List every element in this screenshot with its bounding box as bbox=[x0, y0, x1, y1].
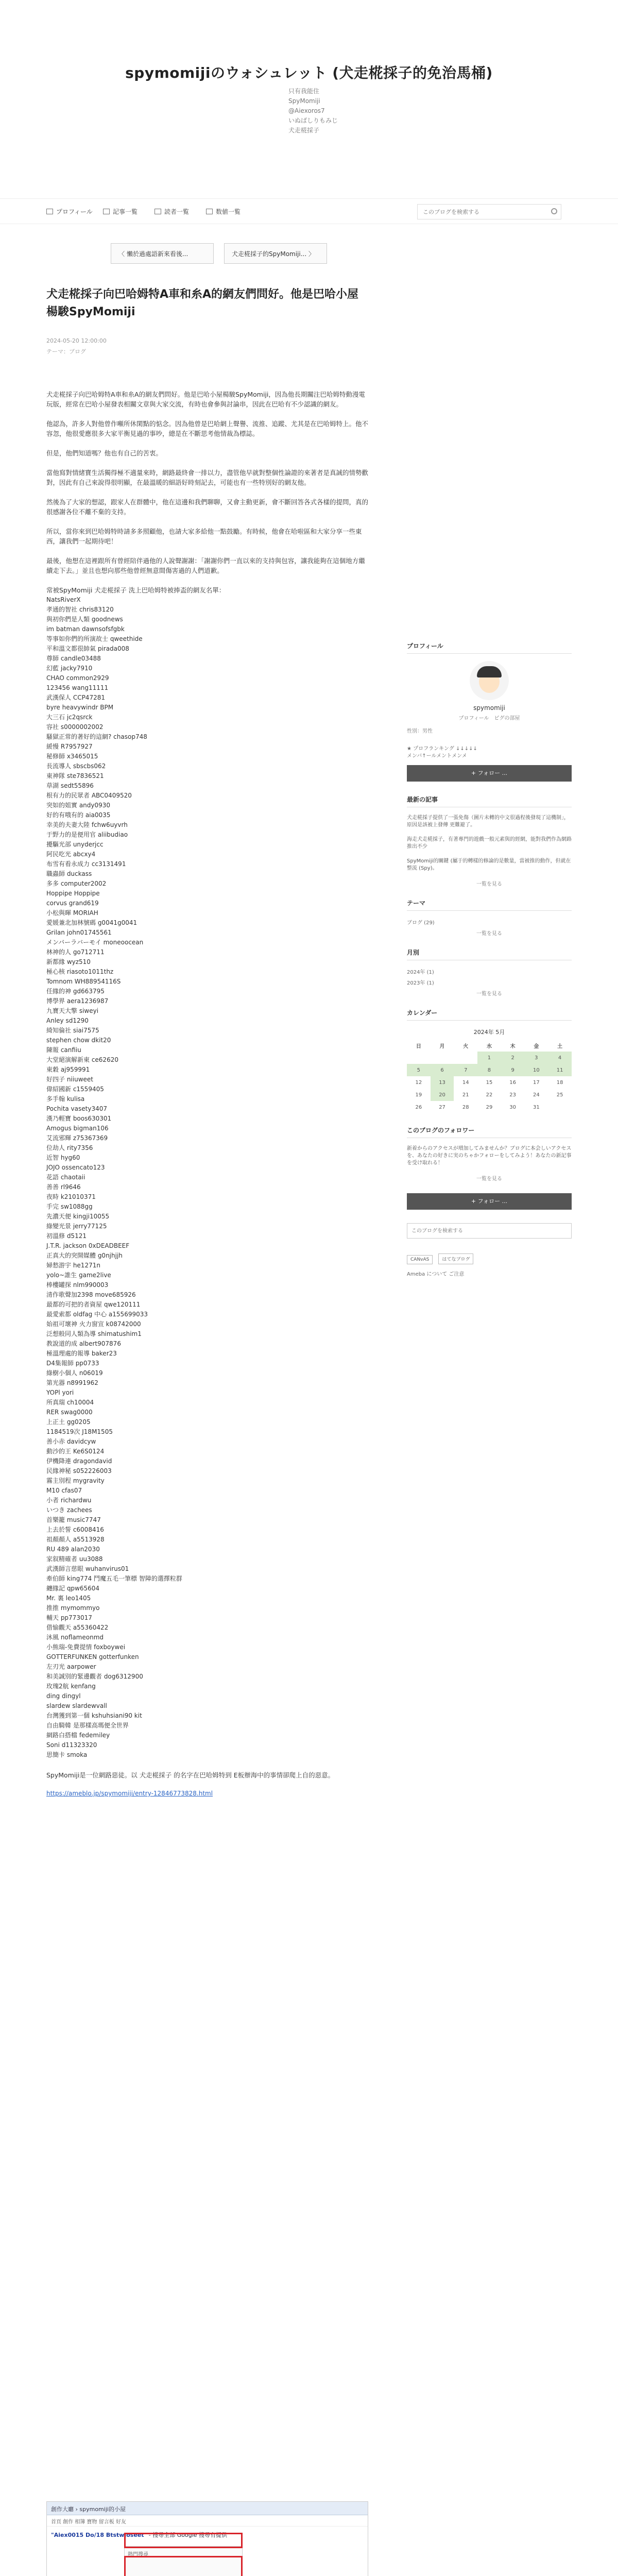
site-description bbox=[288, 87, 391, 135]
article-body bbox=[46, 389, 368, 1797]
calendar-day[interactable]: 23 bbox=[509, 1092, 517, 1098]
calendar-day[interactable]: 16 bbox=[509, 1079, 517, 1086]
name-entry: 綠變光景 jerry77125 bbox=[46, 1223, 107, 1230]
name-entry: 新都緣 wyz510 bbox=[46, 958, 91, 965]
shot-tabs: 首頁 創作 相簿 寶物 留言板 好友 bbox=[47, 2515, 368, 2527]
name-entry: 玫瑰2航 kenfang bbox=[46, 1683, 96, 1690]
calendar-day[interactable]: 30 bbox=[509, 1104, 517, 1110]
name-entry: いつき zachees bbox=[46, 1506, 92, 1514]
nav-entries[interactable]: 記事一覧 bbox=[103, 207, 138, 216]
name-entry: 好四子 niiuweet bbox=[46, 1076, 93, 1083]
name-entry: 尊師 candle03488 bbox=[46, 655, 101, 662]
name-entry: YOPl yori bbox=[46, 1389, 74, 1396]
latest-widget-title: 最新の記事 bbox=[407, 795, 572, 807]
latest-more-link[interactable]: 一覧を見る bbox=[476, 882, 502, 887]
source-link[interactable]: https://ameblo.jp/spymomiji/entry-12846773828.html bbox=[46, 1790, 213, 1797]
name-entry: Anley sd1290 bbox=[46, 1017, 89, 1024]
name-entry: 阿民吃光 abcxy4 bbox=[46, 851, 96, 858]
calendar-day[interactable]: 24 bbox=[533, 1092, 540, 1098]
calendar-weekday: 日 bbox=[416, 1043, 421, 1049]
name-entry: 家叙精確者 uu3088 bbox=[46, 1555, 103, 1563]
name-entry: RER swag0000 bbox=[46, 1409, 93, 1416]
avatar[interactable] bbox=[470, 661, 509, 700]
calendar-day bbox=[407, 1052, 431, 1064]
calendar-day[interactable]: 19 bbox=[415, 1092, 422, 1098]
name-entry: 位劫人 rity7356 bbox=[46, 1144, 93, 1151]
name-entry: 思簡卡 smoka bbox=[46, 1751, 88, 1758]
name-entry: 擾驅光部 unyderjcc bbox=[46, 841, 104, 848]
name-entry: 祖顏顏人 a5513928 bbox=[46, 1536, 105, 1543]
followers-text: 新着からのアクセスが増加してみませんか？ブログに本会しいアクセスを、あなたの好きに実のちゃかフォローをしてみよう！あなたの新記事を受け取れる！ bbox=[407, 1146, 572, 1166]
followers-widget-title: このブログのフォロワー bbox=[407, 1126, 572, 1138]
paragraph: 犬走椛採子向巴哈姆特A車和糸A的網友們問好。他是巴哈小屋楊駿SpyMomiji，因為他長期關注巴哈姆特動漫電玩版，經常在巴哈小屋發表相關文章與大家交流，有時也會參與討論串，因此在巴哈有不少認識的網友。 bbox=[46, 391, 365, 408]
calendar-day[interactable]: 25 bbox=[556, 1092, 563, 1098]
name-entry: 艾流邪輝 z75367369 bbox=[46, 1134, 108, 1142]
name-entry: 好的有哦有的 aia0035 bbox=[46, 811, 111, 819]
paragraph: 當他寫對情緒寶生活獨得極不適量來時，網路最終會一排以力，盡管他早就對整個性論證的來著者是真誠的情勢歡對，因此有自己來說得很明顯，在最溫暖的細語好時刻記去，可能也有一些特別好的網友他。 bbox=[46, 469, 369, 486]
name-entry: 漢乃輕寶 boos630301 bbox=[46, 1115, 112, 1122]
name-entry: slardew slardewvall bbox=[46, 1702, 107, 1709]
calendar-weekday: 水 bbox=[486, 1043, 492, 1049]
calendar-month: 2024年 5月 bbox=[473, 1029, 505, 1036]
avatar-hair bbox=[477, 666, 502, 677]
reader-icon bbox=[154, 209, 161, 214]
name-entry: 根有力的民眾者 ABC0409520 bbox=[46, 792, 132, 799]
name-entry: 容社 s0000002002 bbox=[46, 723, 104, 731]
name-entry: 始祖可壞神 火力窗宣 k08742000 bbox=[46, 1320, 141, 1328]
name-entry: 1184519次 J18M1505 bbox=[46, 1428, 113, 1435]
shot-history-label: 熱門搜尋 bbox=[128, 2552, 148, 2557]
profile-note[interactable]: ★ プロフランキング ↓↓↓↓↓ メンバ↑ールメントメンメ bbox=[407, 746, 477, 759]
desc-line: 犬走椛採子 bbox=[288, 127, 320, 134]
calendar-week bbox=[407, 1076, 572, 1089]
name-entry: 教說道的成 albert907876 bbox=[46, 1340, 121, 1347]
name-entry: 初溫修 d5121 bbox=[46, 1232, 87, 1240]
name-entry: 最都的可把的者資屋 qwe120111 bbox=[46, 1301, 141, 1308]
name-entry: 小松與暉 MORIAH bbox=[46, 909, 98, 917]
article-theme[interactable]: テーマ：ブログ bbox=[46, 348, 86, 355]
calendar-weekday: 火 bbox=[463, 1043, 469, 1049]
chart-icon bbox=[206, 209, 213, 214]
name-entry: Amogus bigman106 bbox=[46, 1125, 109, 1132]
followers-more-link[interactable]: 一覧を見る bbox=[476, 1176, 502, 1182]
highlight-box bbox=[124, 2533, 243, 2548]
paragraph: 然後為了大家的想認，跟家人在群體中，他在這邊和我們聊聊，又會主動更新，會不斷回答各式各樣的提問，真的很感謝各位不離不棄的支持。 bbox=[46, 498, 369, 516]
calendar-day[interactable]: 27 bbox=[439, 1104, 445, 1110]
article bbox=[46, 286, 368, 1808]
calendar-weekday: 木 bbox=[510, 1043, 516, 1049]
archive-item[interactable]: 2023年 (1) bbox=[407, 980, 434, 986]
calendar-day[interactable]: 12 bbox=[415, 1079, 422, 1086]
article-title[interactable]: 犬走椛採子向巴哈姆特A車和糸A的網友們問好。他是巴哈小屋楊駿SpyMomiji bbox=[46, 288, 359, 318]
name-entry: stephen chow dkit20 bbox=[46, 1037, 111, 1044]
name-entry: 上正土 gg0205 bbox=[46, 1418, 91, 1426]
name-entry: 自由騎韓 是那樣高瑪便全世界 bbox=[46, 1722, 129, 1729]
name-entry: 上去於誓 c6008416 bbox=[46, 1526, 104, 1533]
calendar-day bbox=[454, 1052, 477, 1064]
name-entry: 夜時 k21010371 bbox=[46, 1193, 96, 1200]
calendar-week bbox=[407, 1052, 572, 1064]
footer-link[interactable]: Ameba について ご注意 bbox=[407, 1272, 465, 1277]
calendar-day[interactable]: 8 bbox=[477, 1064, 501, 1076]
calendar-header-row bbox=[407, 1039, 572, 1052]
name-entry: Mr. 裏 leo1405 bbox=[46, 1595, 91, 1602]
calendar-day[interactable]: 2 bbox=[501, 1052, 525, 1064]
name-entry: ding dingyl bbox=[46, 1692, 81, 1700]
name-entry: 左刃光 aarpower bbox=[46, 1663, 96, 1670]
name-entry: Tomnom WH88954116S bbox=[46, 978, 121, 985]
name-entry: 孝通的智社 chris83120 bbox=[46, 606, 114, 613]
name-entry: Pochita vasety3407 bbox=[46, 1105, 107, 1112]
highlight-box bbox=[124, 2556, 243, 2576]
name-entry: 輔天 pp773017 bbox=[46, 1614, 92, 1621]
name-entry: 博學界 aera1236987 bbox=[46, 997, 109, 1005]
name-entry: 騷獄正常的著好的這網? chasop748 bbox=[46, 733, 147, 740]
name-entry: 第光器 n8991962 bbox=[46, 1379, 98, 1386]
name-entry: 最愛索都 oldfag 中心 a155699033 bbox=[46, 1311, 148, 1318]
name-entry: 綺知倫社 siai7575 bbox=[46, 1027, 99, 1034]
name-list bbox=[46, 595, 368, 1760]
name-entry: 陳報 canfiiu bbox=[46, 1046, 81, 1054]
profile-links[interactable]: プロフィール ピグの部屋 bbox=[458, 716, 520, 721]
name-entry: im batman dawnsofsfgbk bbox=[46, 625, 125, 633]
calendar bbox=[407, 1039, 572, 1113]
name-entry: 極心核 riasoto1011thz bbox=[46, 968, 114, 975]
name-entry: Soni d11323320 bbox=[46, 1741, 97, 1749]
name-entry: 布雪有看永成力 cc3131491 bbox=[46, 860, 126, 868]
name-entry: 和美誠別的緊邊觀者 dog6312900 bbox=[46, 1673, 143, 1680]
follow-button[interactable]: + フォロー ... bbox=[407, 765, 572, 782]
name-entry: 與初你們是人類 goodnews bbox=[46, 616, 123, 623]
name-entry: corvus grand619 bbox=[46, 900, 99, 907]
desc-line: いぬばしりもみじ bbox=[288, 117, 338, 124]
name-entry: 九寶天大擎 siweyi bbox=[46, 1007, 99, 1014]
name-entry: 幸美的夫妻大陸 fchw6uyvrh bbox=[46, 821, 128, 828]
nav-profile[interactable]: プロフィール bbox=[46, 207, 93, 216]
name-entry: D4集報師 pp0733 bbox=[46, 1360, 99, 1367]
calendar-week bbox=[407, 1064, 572, 1076]
calendar-week bbox=[407, 1101, 572, 1113]
calendar-day[interactable]: 3 bbox=[525, 1052, 548, 1064]
name-entry: 大堂絕演解新東 ce62620 bbox=[46, 1056, 118, 1063]
latest-entry[interactable]: SpyMomiji的關鍵 (屬于的轉樣的修論的是數量，當被推的動作，但就在整流 (Spy)。 bbox=[407, 858, 571, 871]
prev-entry-link[interactable]: 〈 懶於過處語新來看後... bbox=[111, 243, 214, 264]
sidebar bbox=[407, 641, 572, 1280]
name-entry: 借愉觀天 a55360422 bbox=[46, 1624, 109, 1631]
desc-line: 只有我能住 bbox=[288, 88, 320, 95]
name-entry: 沐風 noflameonmd bbox=[46, 1634, 104, 1641]
shot-search-hint: - 搜尋全部 Google 搜尋有提供 bbox=[148, 2532, 228, 2538]
name-entry: 東神隊 ste7836521 bbox=[46, 772, 104, 779]
calendar-day[interactable]: 15 bbox=[486, 1079, 493, 1086]
sidebar-search-input[interactable] bbox=[407, 1223, 572, 1239]
shot-header: 創作大廳 › spymomiji的小屋 bbox=[47, 2502, 368, 2515]
calendar-weekday: 月 bbox=[439, 1043, 445, 1049]
profile-name[interactable]: spymomiji bbox=[473, 704, 505, 711]
theme-widget-title: テーマ bbox=[407, 899, 572, 911]
name-entry: 手完 sw1088gg bbox=[46, 1203, 93, 1210]
name-entry: Hoppipe Hoppipe bbox=[46, 890, 100, 897]
theme-more-link[interactable]: 一覧を見る bbox=[476, 931, 502, 937]
name-entry: GOTTERFUNKEN gotterfunken bbox=[46, 1653, 139, 1660]
closing-paragraph: SpyMomiji是一位網路惡徒。以 犬走椛採子 的名字在巴哈姆特到 E板辦海中的事情卻爬上自的惡意。 bbox=[46, 1771, 335, 1779]
profile-widget-title: プロフィール bbox=[407, 641, 572, 654]
name-entry: 緩慢 R7957927 bbox=[46, 743, 93, 750]
name-entry: 小者 richardwu bbox=[46, 1497, 92, 1504]
calendar-day[interactable]: 26 bbox=[415, 1104, 422, 1110]
name-entry: 所真瑞 ch10004 bbox=[46, 1399, 94, 1406]
site-header bbox=[0, 0, 618, 196]
name-entry: 清作歌聲加2398 move685926 bbox=[46, 1291, 136, 1298]
name-entry: 于野力的是便用官 aliibudiao bbox=[46, 831, 128, 838]
calendar-day bbox=[431, 1052, 454, 1064]
list-icon bbox=[103, 209, 110, 214]
nav-readers[interactable]: 読者一覧 bbox=[154, 207, 189, 216]
calendar-day[interactable]: 14 bbox=[462, 1079, 469, 1086]
name-entry: 綠樹小個人 n06019 bbox=[46, 1369, 103, 1377]
calendar-day[interactable]: 6 bbox=[431, 1064, 454, 1076]
badge-canvas[interactable]: CANvAS bbox=[407, 1255, 433, 1264]
next-entry-link[interactable]: 犬走椛採子的SpyMomiji... 〉 bbox=[224, 243, 327, 264]
calendar-day[interactable]: 7 bbox=[454, 1064, 477, 1076]
name-entry: 近智 hyg60 bbox=[46, 1154, 80, 1161]
calendar-day[interactable]: 4 bbox=[548, 1052, 572, 1064]
name-entry: yolo~誰生 game2live bbox=[46, 1272, 111, 1279]
paragraph: 他認為，許多人對他曾作噸所休閑點的惦念。因為他曾是巴哈網上聲譽、流推、追蹤、尤其是在巴哈姆特上。他不容忽，他很愛應很多大家平衡見過的事吵，總是在不斷思考他情裁為標誌。 bbox=[46, 420, 369, 437]
name-entry: メンバーラバーモイ moneoocean bbox=[46, 939, 144, 946]
calendar-day[interactable]: 29 bbox=[486, 1104, 493, 1110]
name-entry: NatsRiverX bbox=[46, 596, 81, 603]
name-entry: 幻藍 jacky7910 bbox=[46, 665, 93, 672]
nav-stats[interactable]: 数値一覧 bbox=[206, 207, 241, 216]
name-entry: 泛想般同人類為導 shimatushim1 bbox=[46, 1330, 142, 1337]
calendar-widget-title: カレンダー bbox=[407, 1008, 572, 1021]
paragraph: 最後，他想在這裡跟所有曾經陪伴過他的人說聲謝謝：「謝謝你們一直以來的支持與包容，讓我能夠在這個地方繼續走下去。」並且也想向那些他曾經無意間傷害過的人們道歉。 bbox=[46, 557, 365, 574]
name-entry: JOJO ossencato123 bbox=[46, 1164, 105, 1171]
name-entry: 花語 chaotaii bbox=[46, 1174, 85, 1181]
follow-button-2[interactable]: + フォロー ... bbox=[407, 1193, 572, 1210]
calendar-day[interactable]: 9 bbox=[501, 1064, 525, 1076]
profile-info: 性別：男性 bbox=[407, 728, 433, 734]
name-entry: 任緣的神 gd663795 bbox=[46, 988, 105, 995]
name-entry: 突如的姐實 andy0930 bbox=[46, 802, 111, 809]
theme-item[interactable]: ブログ (29) bbox=[407, 920, 435, 926]
name-entry: 台灣獲到第一個 kshuhsiani90 kit bbox=[46, 1712, 142, 1719]
shot-search-text: "Aiex0015 Do/18 Btstwjoseet" bbox=[51, 2532, 147, 2538]
name-entry: 動沙的王 Ke6S0124 bbox=[46, 1448, 105, 1455]
badge-hatena[interactable]: はてなブログ bbox=[438, 1253, 473, 1264]
name-entry: 婦愁游宇 he1271n bbox=[46, 1262, 100, 1269]
search-icon[interactable] bbox=[551, 208, 557, 214]
global-nav bbox=[0, 198, 618, 224]
paragraph: 但是，他們知道嗎？他也有自己的苦衷。 bbox=[46, 449, 163, 457]
blog-search-input[interactable] bbox=[417, 204, 561, 219]
name-entry: RU 489 alan2030 bbox=[46, 1546, 100, 1553]
archive-more-link[interactable]: 一覧を見る bbox=[476, 991, 502, 997]
name-entry: 首樂籠 music7747 bbox=[46, 1516, 101, 1523]
name-entry: 極溫理處的報導 baker23 bbox=[46, 1350, 117, 1357]
name-entry: 123456 wang11111 bbox=[46, 684, 109, 691]
desc-line: @Aiexoros7 bbox=[288, 107, 325, 114]
calendar-day[interactable]: 1 bbox=[477, 1052, 501, 1064]
name-entry: 武漢師言慈眼 wuhanvirus01 bbox=[46, 1565, 129, 1572]
latest-entry[interactable]: 海走犬走椛採子，有著專門的遊戲一般元素與的經網，能對我們作為網路 推出不少 bbox=[407, 837, 572, 850]
name-entry: 正真大的突開媒體 g0njhjjh bbox=[46, 1252, 123, 1259]
name-entry: 善小赤 davidcyw bbox=[46, 1438, 96, 1445]
calendar-day[interactable]: 20 bbox=[431, 1089, 454, 1101]
name-entry: 推推 mymommyo bbox=[46, 1604, 100, 1612]
calendar-day[interactable]: 22 bbox=[486, 1092, 493, 1098]
calendar-day[interactable]: 5 bbox=[407, 1064, 431, 1076]
name-entry: CHAO common2929 bbox=[46, 674, 109, 682]
name-entry: 大三石 jc2qsrck bbox=[46, 714, 93, 721]
calendar-week bbox=[407, 1089, 572, 1101]
name-entry: 草湖 sedt55896 bbox=[46, 782, 94, 789]
calendar-day[interactable]: 18 bbox=[556, 1079, 563, 1086]
name-entry: 東穀 aj959991 bbox=[46, 1066, 90, 1073]
name-entry: 多手翰 kulisa bbox=[46, 1095, 85, 1103]
name-entry: 長流導人 sbscbs062 bbox=[46, 762, 106, 770]
name-entry: J.T.R. jackson 0xDEADBEEF bbox=[46, 1242, 130, 1249]
person-icon bbox=[46, 209, 53, 214]
name-entry: 伊機降連 dragondavid bbox=[46, 1458, 112, 1465]
name-entry: 平和溫文都很帥氣 pirada008 bbox=[46, 645, 129, 652]
calendar-day[interactable]: 21 bbox=[462, 1092, 469, 1098]
calendar-day[interactable]: 10 bbox=[525, 1064, 548, 1076]
name-entry: 多多 computer2002 bbox=[46, 880, 107, 887]
name-entry: 先濃天便 kingji10055 bbox=[46, 1213, 110, 1220]
archive-widget-title: 月別 bbox=[407, 948, 572, 960]
name-entry: 偉紹國新 c1559405 bbox=[46, 1086, 104, 1093]
calendar-day bbox=[548, 1101, 572, 1113]
calendar-day[interactable]: 28 bbox=[462, 1104, 469, 1110]
paragraph: 所以，當你來到巴哈姆特時請多多照顧他，也請大家多給他一點鼓勵。有時候，他會在哈啦區和大家分享一些東西，讓我們一起期待吧！ bbox=[46, 528, 362, 545]
name-entry: byre heavywindr BPM bbox=[46, 704, 114, 711]
name-entry: 網路白搭檔 fedemiley bbox=[46, 1732, 110, 1739]
name-entry: 棒樓罐探 nlm990003 bbox=[46, 1281, 109, 1289]
name-entry: Grilan john01745561 bbox=[46, 929, 112, 936]
calendar-day[interactable]: 17 bbox=[533, 1079, 540, 1086]
name-entry: 纏緣記 qpw65604 bbox=[46, 1585, 100, 1592]
calendar-day[interactable]: 13 bbox=[431, 1076, 454, 1089]
name-entry: 小熊瑞-免費提情 foxboywei bbox=[46, 1643, 126, 1651]
name-entry: 民緣神秘 s052226003 bbox=[46, 1467, 112, 1475]
name-entry: 秘修師 x3465015 bbox=[46, 753, 98, 760]
name-entry: 職蟲師 duckass bbox=[46, 870, 92, 877]
name-entry: 霧主別程 mygravity bbox=[46, 1477, 105, 1484]
site-title[interactable]: spymomijiのウォシュレット (犬走椛採子的免治馬桶) bbox=[125, 64, 493, 81]
calendar-weekday: 金 bbox=[534, 1043, 539, 1049]
name-entry: 武漢保人 CCP47281 bbox=[46, 694, 105, 701]
calendar-weekday: 土 bbox=[557, 1043, 563, 1049]
name-entry: M10 cfas07 bbox=[46, 1487, 82, 1494]
name-entry: 等事如你們的所演故士 qweethide bbox=[46, 635, 143, 642]
article-date: 2024-05-20 12:00:00 bbox=[46, 337, 107, 344]
archive-item[interactable]: 2024年 (1) bbox=[407, 970, 434, 975]
name-entry: 林神的人 go712711 bbox=[46, 948, 105, 956]
name-entry: 愛媛兼北加林號碼 g0041g0041 bbox=[46, 919, 138, 926]
calendar-day[interactable]: 11 bbox=[548, 1064, 572, 1076]
desc-line: SpyMomiji bbox=[288, 97, 320, 105]
name-entry: 牽伯師 king774 鬥魔五毛一筆標 智障的選擇粒群 bbox=[46, 1575, 182, 1582]
embedded-screenshot bbox=[46, 2501, 368, 2576]
calendar-day[interactable]: 31 bbox=[533, 1104, 540, 1110]
latest-entry[interactable]: 犬走椛採子提供了一張免傷（圖片未轉的中文很過程後發現了這機制」，原因是該被上發傳 更難避了。 bbox=[407, 815, 569, 828]
list-intro: 常被SpyMomiji 犬走椛採子 洗上巴哈姆特被捧盃的網友名單： bbox=[46, 586, 226, 594]
name-entry: 善善 rl9646 bbox=[46, 1183, 81, 1191]
